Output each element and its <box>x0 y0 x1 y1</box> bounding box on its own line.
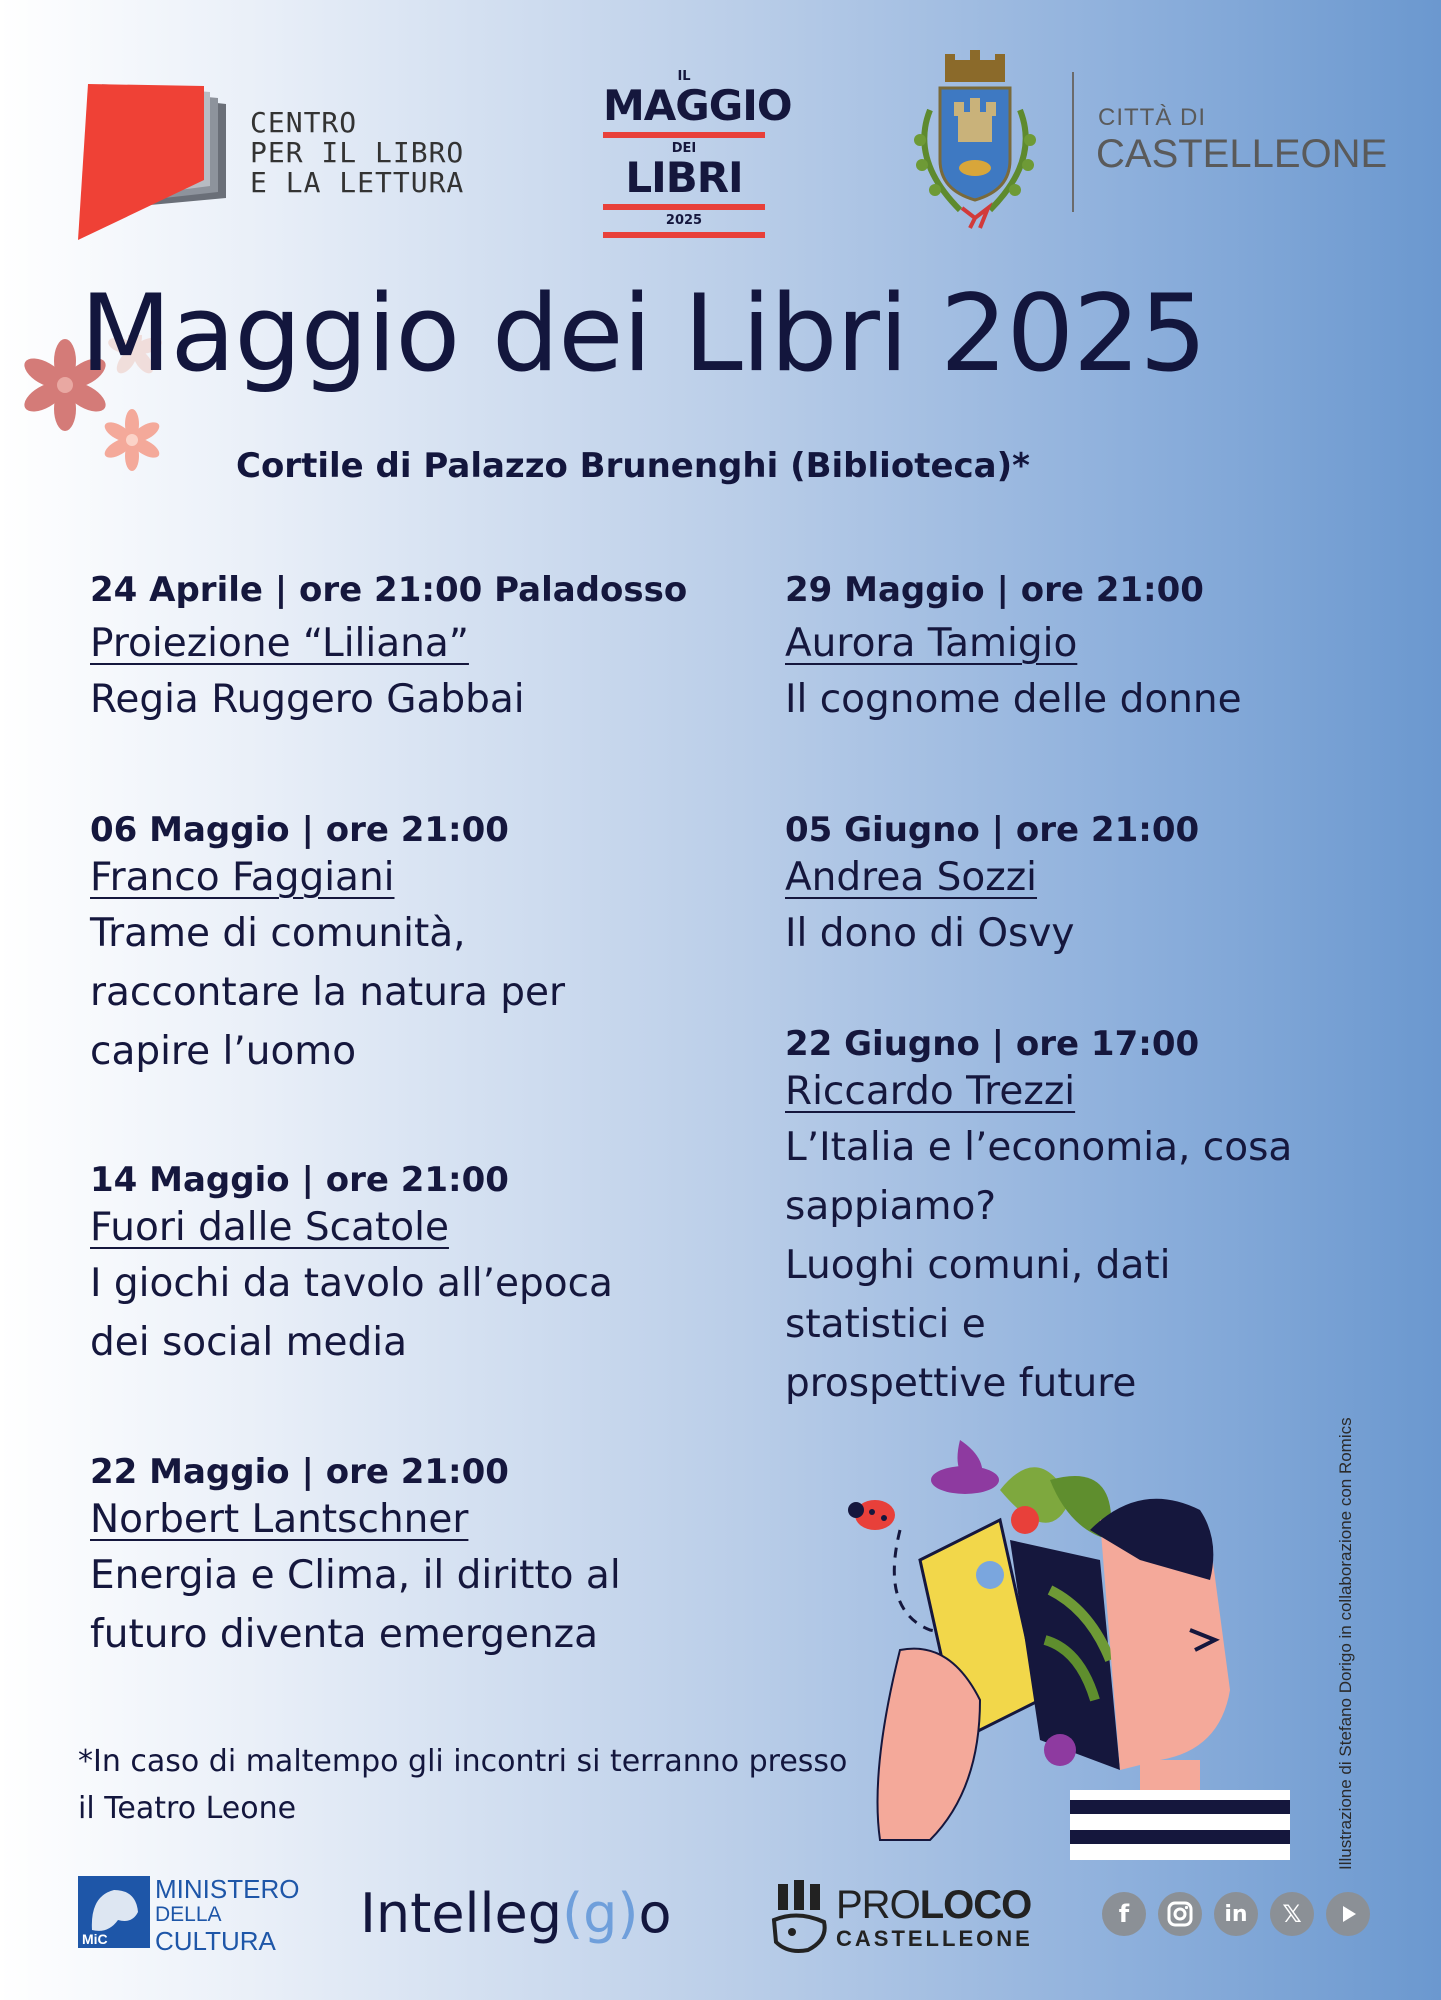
mic-logo-icon <box>78 1876 150 1948</box>
event-date: 22 Giugno | ore 17:00 <box>785 1024 1200 1064</box>
illustration-credit: Illustrazione di Stefano Dorigo in collaborazione con Romics <box>1336 1417 1355 1870</box>
event-description: prospettive future <box>785 1361 1137 1406</box>
event-description: capire l’uomo <box>90 1029 357 1074</box>
event-speaker: Proiezione “Liliana” <box>90 621 469 666</box>
proloco-part: LOCO <box>919 1883 1032 1927</box>
x-icon[interactable]: 𝕏 <box>1270 1892 1314 1936</box>
mic-badge-text: MiC <box>82 1931 108 1947</box>
event-speaker: Norbert Lantschner <box>90 1497 469 1542</box>
proloco-subtitle: CASTELLEONE <box>836 1926 1033 1951</box>
facebook-icon[interactable]: f <box>1102 1892 1146 1936</box>
event-speaker: Riccardo Trezzi <box>785 1069 1076 1114</box>
event-date: 14 Maggio | ore 21:00 <box>90 1160 509 1200</box>
event-description: Regia Ruggero Gabbai <box>90 677 525 722</box>
city-label-small: CITTÀ DI <box>1098 104 1206 131</box>
maggio-logo-line2: LIBRI <box>625 153 743 202</box>
event-speaker: Franco Faggiani <box>90 855 395 900</box>
cepell-line: CENTRO <box>250 106 358 139</box>
event-description: dei social media <box>90 1320 408 1365</box>
event-description: Il cognome delle donne <box>785 677 1242 722</box>
note-line: il Teatro Leone <box>78 1791 297 1826</box>
city-label-big: CASTELLEONE <box>1096 132 1388 176</box>
event-speaker: Fuori dalle Scatole <box>90 1205 449 1250</box>
event-description: Energia e Clima, il diritto al <box>90 1553 621 1598</box>
cepell-logo-icon <box>78 80 238 245</box>
cepell-line: PER IL LIBRO <box>250 136 465 169</box>
note-line: *In caso di maltempo gli incontri si terranno presso <box>78 1744 848 1779</box>
maggio-logo-bar <box>603 132 765 138</box>
proloco-lion-icon <box>768 1880 832 1956</box>
weather-note <box>78 1738 958 1832</box>
event-item <box>785 568 1425 729</box>
proloco-part: PRO <box>836 1883 920 1927</box>
page-title: Maggio dei Libri 2025 <box>80 272 1206 395</box>
event-date: 06 Maggio | ore 21:00 <box>90 810 509 850</box>
event-description: futuro diventa emergenza <box>90 1612 599 1657</box>
event-item <box>785 1022 1425 1413</box>
maggio-logo-line1: MAGGIO <box>603 81 792 130</box>
event-item <box>90 1450 730 1664</box>
proloco-wordmark <box>836 1883 1032 1927</box>
event-speaker: Andrea Sozzi <box>785 855 1038 900</box>
event-description: Il dono di Osvy <box>785 911 1075 956</box>
event-description: Trame di comunità, <box>90 911 466 956</box>
venue-subtitle: Cortile di Palazzo Brunenghi (Biblioteca)* <box>236 446 1030 486</box>
mic-line: DELLA <box>155 1903 222 1926</box>
maggio-logo-year: 2025 <box>665 213 703 228</box>
event-item <box>785 808 1425 963</box>
event-item <box>90 568 730 729</box>
event-description: I giochi da tavolo all’epoca <box>90 1261 613 1306</box>
event-description: statistici e <box>785 1302 986 1347</box>
maggio-logo-bar <box>603 204 765 210</box>
event-description: L’Italia e l’economia, cosa <box>785 1125 1293 1170</box>
event-description: sappiamo? <box>785 1184 997 1229</box>
event-speaker: Aurora Tamigio <box>785 621 1078 666</box>
instagram-glyph <box>1167 1901 1193 1927</box>
cepell-line: E LA LETTURA <box>250 166 465 199</box>
youtube-icon[interactable] <box>1326 1892 1370 1936</box>
event-date: 05 Giugno | ore 21:00 <box>785 810 1200 850</box>
intellego-part: Intelleg <box>360 1882 563 1945</box>
mic-wordmark <box>155 1876 299 1954</box>
event-date: 24 Aprile | ore 21:00 Paladosso <box>90 570 688 610</box>
event-date: 22 Maggio | ore 21:00 <box>90 1452 509 1492</box>
maggio-dei-libri-logo <box>603 69 792 242</box>
mic-line: CULTURA <box>155 1926 276 1956</box>
event-item <box>90 808 730 1081</box>
instagram-icon[interactable] <box>1158 1892 1202 1936</box>
intellego-part: (g) <box>562 1882 639 1945</box>
event-description: raccontare la natura per <box>90 970 566 1015</box>
maggio-logo-bar <box>603 232 765 238</box>
play-glyph <box>1337 1903 1359 1925</box>
city-divider <box>1072 72 1074 212</box>
linkedin-icon[interactable]: in <box>1214 1892 1258 1936</box>
event-date: 29 Maggio | ore 21:00 <box>785 570 1204 610</box>
event-description: Luoghi comuni, dati <box>785 1243 1171 1288</box>
mic-line: MINISTERO <box>155 1874 300 1904</box>
event-item <box>90 1158 730 1372</box>
castelleone-crest-icon <box>900 50 1050 235</box>
maggio-logo-mid: DEI <box>671 141 697 156</box>
maggio-logo-top: IL <box>677 69 691 84</box>
intellego-part: o <box>638 1882 672 1945</box>
cepell-wordmark <box>250 108 464 198</box>
intellego-logo <box>360 1882 672 1945</box>
